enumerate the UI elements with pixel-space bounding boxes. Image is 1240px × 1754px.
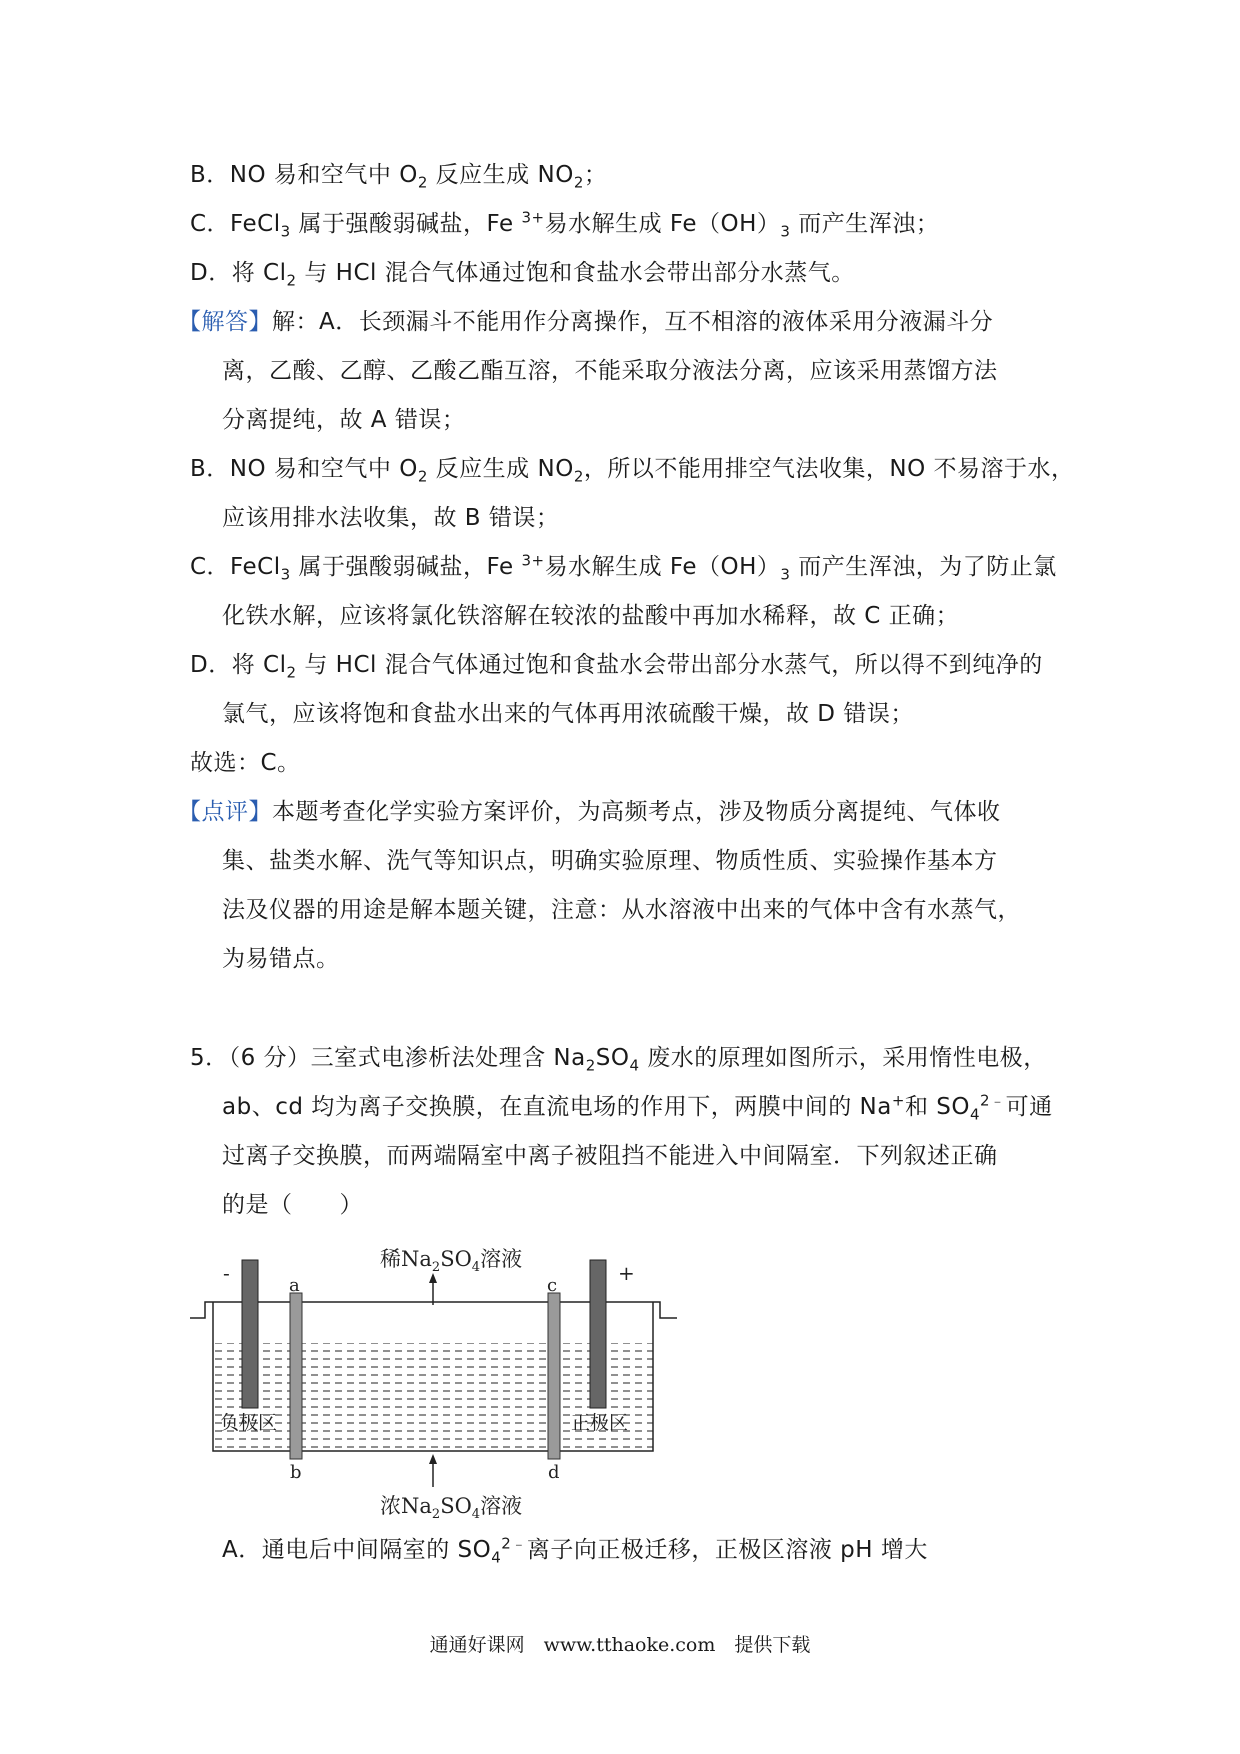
inflow-arrow — [429, 1454, 437, 1487]
comment-line-2: 集、盐类水解、洗气等知识点，明确实验原理、物质性质、实验操作基本方 — [222, 848, 998, 874]
solution — [213, 1343, 653, 1451]
comment-tag: 【点评】 — [178, 799, 272, 825]
membrane-cd — [548, 1293, 560, 1459]
membrane-ab — [290, 1293, 302, 1459]
q5-line-4: 的是（ ） — [222, 1192, 363, 1218]
q5-line-3: 过离子交换膜，而两端隔室中离子被阻挡不能进入中间隔室．下列叙述正确 — [222, 1143, 998, 1169]
prev-option-c: C．FeCl$_3$ 属于强酸弱碱盐，Fe $^{3+}$易水解生成 $Fe(OH)_3$ 而产生浑浊； — [190, 208, 940, 241]
answer-line-2: 离，乙酸、乙醇、乙酸乙酯互溶，不能采取分液法分离，应该采用蒸馏方法 — [222, 358, 998, 384]
answer-line-c2: 化铁水解，应该将氯化铁溶解在较浓的盐酸中再加水稀释，故 C 正确； — [222, 603, 960, 629]
answer-line-c1: C．FeCl$_3$ 属于强酸弱碱盐，Fe $^{3+}$易水解生成 $Fe(OH)_3$ 而产生浑浊，为了防止氯 — [190, 551, 1057, 584]
page-footer: 通通好课网 www.tthaoke.com 提供下载 — [429, 1634, 811, 1656]
answer-line-1: 【解答】解：A．长颈漏斗不能用作分离操作，互不相溶的液体采用分液漏斗分 — [178, 309, 994, 335]
positive-electrode — [590, 1260, 606, 1408]
membrane-label-a: a — [289, 1275, 300, 1296]
comment-line-4: 为易错点。 — [222, 946, 340, 972]
q5-option-a: A．通电后中间隔室的 $SO_4^{2﹣}$离子向正极迁移，正极区溶液 pH 增大 — [222, 1534, 928, 1567]
q5-line-1: 5．（6 分）三室式电渗析法处理含 $Na_2SO_4$ 废水的原理如图所示，采用惰性电极， — [190, 1045, 1047, 1075]
answer-line-b1: B．NO 易和空气中 $O_2$ 反应生成 $NO_2$，所以不能用排空气法收集，NO 不易溶于水， — [190, 456, 1075, 486]
electrodialysis-diagram — [190, 1235, 710, 1525]
membrane-label-c: c — [547, 1275, 558, 1296]
comment-line-1: 【点评】本题考查化学实验方案评价，为高频考点，涉及物质分离提纯、气体收 — [178, 799, 1001, 825]
prev-option-d: D．将 $Cl_2$ 与 HCl 混合气体通过饱和食盐水会带出部分水蒸气。 — [190, 260, 855, 290]
minus-sign: - — [223, 1261, 230, 1285]
plus-sign: + — [618, 1261, 635, 1285]
answer-line-b2: 应该用排水法收集，故 B 错误； — [222, 505, 560, 531]
answer-line-3: 分离提纯，故 A 错误； — [222, 407, 466, 433]
answer-choice: 故选：C。 — [190, 750, 301, 776]
comment-line-3: 法及仪器的用途是解本题关键，注意：从水溶液中出来的气体中含有水蒸气， — [222, 897, 1021, 923]
negative-zone-label: 负极区 — [220, 1412, 278, 1434]
q5-line-2: ab、cd 均为离子交换膜，在直流电场的作用下，两膜中间的 Na+和 $SO_4^{2﹣}$可通 — [222, 1091, 1053, 1124]
prev-option-b: B．NO 易和空气中 $O_2$ 反应生成 $NO_2$； — [190, 162, 608, 192]
answer-tag: 【解答】 — [178, 309, 272, 335]
answer-line-d1: D．将 $Cl_2$ 与 HCl 混合气体通过饱和食盐水会带出部分水蒸气，所以得不到纯净的 — [190, 652, 1043, 682]
negative-electrode — [242, 1260, 258, 1408]
membrane-label-d: d — [548, 1462, 560, 1483]
bottom-solution-label: 浓$Na_2SO_4$溶液 — [380, 1494, 523, 1522]
answer-line-d2: 氯气，应该将饱和食盐水出来的气体再用浓硫酸干燥，故 D 错误； — [222, 701, 914, 727]
top-solution-label: 稀$Na_2SO_4$溶液 — [380, 1247, 523, 1275]
positive-zone-label: 正极区 — [571, 1412, 629, 1434]
outflow-arrow — [429, 1273, 437, 1305]
membrane-label-b: b — [290, 1462, 302, 1483]
